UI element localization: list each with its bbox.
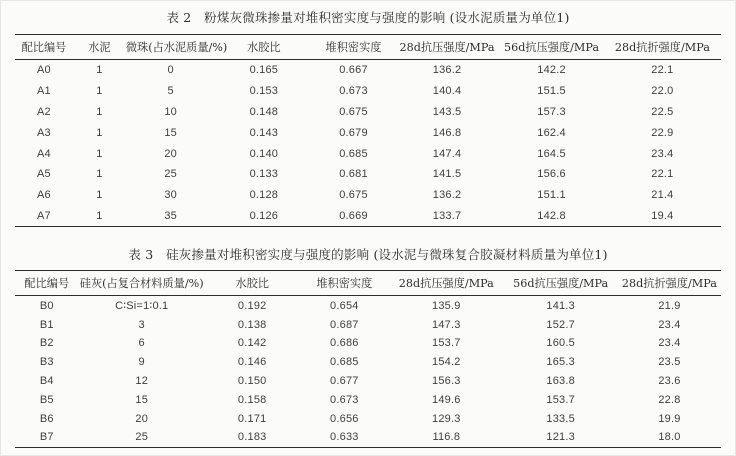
cell: B4	[39, 374, 54, 387]
cell: 0.677	[330, 374, 359, 387]
cell: A1	[37, 85, 51, 98]
column-header: 水胶比	[247, 41, 281, 54]
cell: 25	[164, 168, 177, 181]
cell: 1	[96, 168, 103, 181]
cell: 152.7	[546, 318, 575, 331]
cell: 23.4	[658, 337, 681, 350]
table-row	[15, 185, 721, 206]
cell: 0.140	[249, 147, 279, 160]
cell: 153.7	[432, 337, 461, 350]
cell: 18.0	[658, 431, 681, 444]
cell: 22.9	[651, 126, 674, 139]
cell: A0	[37, 64, 51, 77]
table-row	[15, 164, 721, 185]
cell: 1	[96, 147, 103, 160]
cell: 165.3	[546, 356, 575, 369]
cell: 0.148	[249, 105, 279, 118]
cell: 141.5	[432, 168, 462, 181]
table-row	[15, 143, 721, 164]
cell: 15	[135, 393, 149, 406]
cell: 146.8	[432, 126, 462, 139]
cell: C∶Si=1∶0.1	[115, 300, 169, 313]
cell: 116.8	[432, 431, 461, 444]
cell: 135.9	[432, 299, 461, 312]
cell: 0.685	[339, 147, 368, 160]
cell: 22.1	[651, 64, 674, 77]
table-row	[15, 60, 721, 81]
cell: 164.5	[537, 147, 566, 160]
cell: 0.679	[339, 126, 368, 139]
cell: 147.3	[432, 318, 461, 331]
cell: 23.4	[658, 318, 681, 331]
cell: 0.681	[339, 168, 368, 181]
column-header: 水泥	[88, 41, 111, 54]
table-row	[15, 296, 721, 315]
cell: 0.143	[249, 126, 279, 139]
cell: A4	[37, 147, 51, 160]
table3	[15, 270, 721, 447]
cell: 0.675	[339, 189, 368, 202]
cell: 0.673	[330, 393, 359, 406]
cell: 0.673	[339, 85, 368, 98]
cell: 20	[164, 147, 177, 160]
cell: 0.192	[237, 299, 267, 312]
cell: 0.126	[249, 209, 279, 222]
cell: 151.5	[537, 85, 566, 98]
cell: 0.687	[330, 318, 359, 331]
cell: 0.183	[237, 431, 267, 444]
cell: 142.2	[537, 64, 566, 77]
cell: 0.685	[330, 356, 359, 369]
table-row	[15, 81, 721, 102]
cell: 19.4	[651, 209, 674, 222]
cell: 160.5	[546, 337, 575, 350]
cell: 23.4	[651, 147, 674, 160]
cell: 0.667	[339, 64, 368, 77]
cell: 1	[96, 85, 103, 98]
table-row	[15, 428, 721, 447]
cell: B7	[39, 431, 54, 444]
cell: 141.3	[546, 299, 575, 312]
cell: 19.9	[658, 412, 681, 425]
cell: 23.6	[658, 374, 681, 387]
cell: 5	[167, 85, 174, 98]
cell: 133.5	[546, 412, 575, 425]
cell: 20	[135, 412, 149, 425]
table2	[15, 34, 721, 227]
cell: 21.4	[651, 189, 674, 202]
table-row	[15, 390, 721, 409]
cell: 0.146	[237, 356, 267, 369]
column-header: 28d抗压强度/MPa	[398, 277, 494, 291]
cell: 12	[135, 374, 149, 387]
table3-section	[15, 246, 721, 447]
cell: 10	[164, 105, 177, 118]
column-header: 28d抗折强度/MPa	[614, 41, 710, 54]
cell: 163.8	[546, 374, 575, 387]
cell: 129.3	[432, 412, 461, 425]
cell: B0	[39, 299, 54, 312]
cell: 0.686	[330, 337, 359, 350]
cell: 23.5	[658, 356, 681, 369]
cell: B5	[39, 393, 54, 406]
cell: 21.9	[658, 299, 681, 312]
cell: 1	[96, 209, 103, 222]
table-row	[15, 102, 721, 123]
cell: 22.8	[658, 393, 681, 406]
cell: 0.153	[249, 85, 279, 98]
cell: 156.6	[537, 168, 566, 181]
column-header: 28d抗折强度/MPa	[621, 277, 717, 291]
cell: 1	[96, 105, 103, 118]
column-header: 堆积密实度	[325, 41, 382, 54]
cell: 1	[96, 189, 103, 202]
cell: 147.4	[432, 147, 462, 160]
cell: B1	[39, 318, 54, 331]
cell: 0.633	[330, 431, 359, 444]
cell: 22.5	[651, 105, 674, 118]
table-row	[15, 409, 721, 428]
cell: B3	[39, 356, 54, 369]
header-row	[15, 271, 721, 296]
cell: 0.654	[330, 299, 359, 312]
cell: A7	[37, 209, 51, 222]
column-header: 水胶比	[235, 277, 269, 291]
cell: 157.3	[537, 105, 566, 118]
column-header: 配比编号	[24, 277, 70, 291]
cell: 0.150	[237, 374, 267, 387]
table-row	[15, 372, 721, 391]
cell: 3	[138, 318, 145, 331]
cell: A2	[37, 105, 51, 118]
document-page	[1, 1, 735, 448]
column-header: 微珠(占水泥质量/%)	[125, 41, 228, 54]
cell: 0.138	[237, 318, 267, 331]
cell: 136.2	[432, 189, 462, 202]
column-header: 28d抗压强度/MPa	[399, 41, 495, 54]
cell: A5	[37, 168, 51, 181]
cell: 154.2	[432, 356, 461, 369]
cell: 156.3	[432, 374, 461, 387]
cell: B2	[39, 337, 54, 350]
cell: 0.171	[237, 412, 267, 425]
cell: 22.1	[651, 168, 674, 181]
table-row	[15, 353, 721, 372]
cell: 0.142	[237, 337, 267, 350]
cell: 22.0	[651, 85, 674, 98]
cell: 0.675	[339, 105, 368, 118]
table2-section	[15, 9, 721, 227]
column-header: 56d抗压强度/MPa	[513, 277, 609, 291]
column-header: 56d抗压强度/MPa	[503, 41, 600, 54]
table3-caption: 表 3 硅灰掺量对堆积密实度与强度的影响 (设水泥与微珠复合胶凝材料质量为单位1)	[128, 247, 608, 263]
column-header: 堆积密实度	[316, 277, 373, 291]
cell: 0	[167, 64, 174, 77]
cell: 136.2	[432, 64, 462, 77]
cell: A3	[37, 126, 51, 139]
cell: 142.8	[537, 209, 566, 222]
cell: 151.1	[537, 189, 566, 202]
cell: 149.6	[432, 393, 461, 406]
table-row	[15, 334, 721, 353]
cell: 1	[96, 64, 103, 77]
cell: 25	[135, 431, 149, 444]
cell: 0.158	[237, 393, 267, 406]
cell: 15	[164, 126, 177, 139]
cell: 121.3	[546, 431, 575, 444]
cell: 0.133	[249, 168, 279, 181]
cell: 6	[138, 337, 145, 350]
cell: 162.4	[537, 126, 566, 139]
cell: 0.165	[249, 64, 279, 77]
column-header: 配比编号	[21, 41, 67, 54]
cell: 9	[138, 356, 145, 369]
table2-caption: 表 2 粉煤灰微珠掺量对堆积密实度与强度的影响 (设水泥质量为单位1)	[166, 10, 570, 25]
cell: 140.4	[432, 85, 462, 98]
cell: 133.7	[432, 209, 462, 222]
cell: 30	[164, 189, 177, 202]
header-row	[15, 35, 721, 60]
column-header: 硅灰(占复合材料质量/%)	[79, 277, 204, 291]
cell: 143.5	[432, 105, 462, 118]
cell: 153.7	[546, 393, 575, 406]
cell: 0.656	[330, 412, 359, 425]
cell: 1	[96, 126, 103, 139]
cell: 0.128	[249, 189, 279, 202]
cell: B6	[39, 412, 54, 425]
table-row	[15, 315, 721, 334]
cell: A6	[37, 189, 51, 202]
table-row	[15, 206, 721, 227]
table-row	[15, 122, 721, 143]
cell: 35	[164, 209, 177, 222]
cell: 0.669	[339, 209, 368, 222]
